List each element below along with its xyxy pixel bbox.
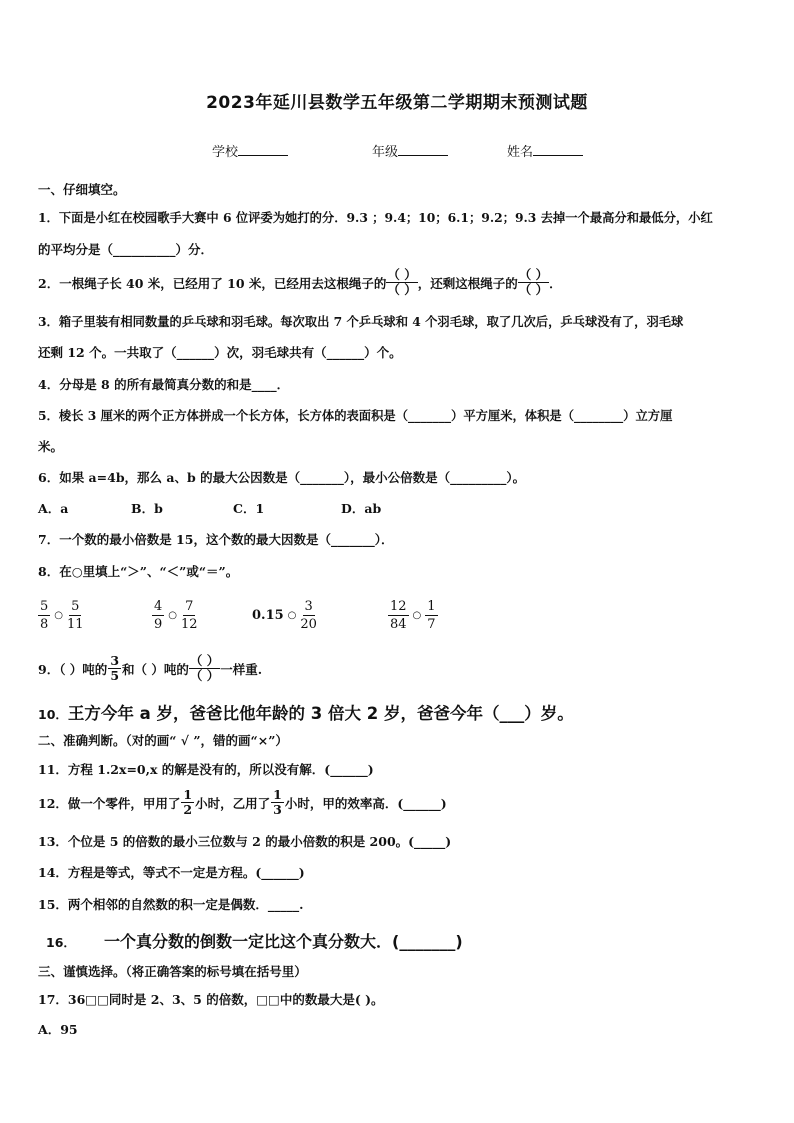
q12-text-c: 小时，甲的效率高．(______) [284,795,447,811]
q8-item-4 [388,598,438,633]
q8: 8．在○里填上“＞”、“＜”或“＝”。 [38,564,239,579]
q5-line-2: 米。 [38,439,64,454]
q2-text-a: 2．一根绳子长 40 米，已经用了 10 米，已经用去这根绳子的 [38,275,387,291]
q2-text-c: ． [549,275,562,291]
q17: 17．36□□同时是 2、3、5 的倍数，□□中的数最大是( )。 [38,992,384,1007]
header-name [507,141,583,160]
q8-item-3 [252,598,317,633]
q4: 4．分母是 8 的所有最简真分数的和是____． [38,377,290,392]
q9-fraction: $\frac{3}{5}$ [110,653,120,683]
q6-option-d[interactable]: D．ab [341,501,382,516]
q10-number: 10． [38,707,68,722]
q12-text-a: 12．做一个零件，甲用了 [38,795,181,811]
compare-circle[interactable]: ○ [287,610,297,621]
q9 [38,654,262,683]
q12-text-b: 小时，乙用了 [195,795,271,811]
q8-item-3-right: $\frac{3}{20}$ [300,599,317,632]
q8-item-1-right: $\frac{5}{11}$ [67,599,84,632]
q8-item-4-right: $\frac{1}{7}$ [427,599,436,632]
q12-fraction-2: $\frac{1}{3}$ [273,787,282,817]
q8-item-2 [152,598,198,633]
q12-fraction-1: $\frac{1}{2}$ [183,787,193,817]
q7: 7．一个数的最小倍数是 15，这个数的最大因数是（_______）． [38,532,394,547]
q1-line-1: 1．下面是小红在校园歌手大赛中 6 位评委为她打的分．9.3 ；9.4；10；6.1；9.2；9.3 去掉一个最高分和最低分，小红 [38,210,713,225]
q8-item-2-left: $\frac{4}{9}$ [154,599,163,632]
q16-text: 一个真分数的倒数一定比这个真分数大．(_______) [104,932,463,951]
q6-option-a[interactable]: A．a [38,501,69,516]
section-3-heading: 三、谨慎选择。（将正确答案的标号填在括号里） [38,964,307,979]
q6-option-b[interactable]: B．b [131,501,163,516]
q2-fraction-1[interactable]: $\frac{( )}{( )}$ [387,267,417,297]
section-1-heading: 一、仔细填空。 [38,182,126,197]
q8-item-2-right: $\frac{7}{12}$ [181,599,198,632]
q3-line-2: 还剩 12 个。一共取了（______）次，羽毛球共有（______）个。 [38,345,402,360]
q13: 13．个位是 5 的倍数的最小三位数与 2 的最小倍数的积是 200。(_____) [38,834,452,849]
q8-item-3-left: 0.15 [252,608,284,623]
q9-blank-fraction[interactable]: $\frac{( )}{( )}$ [189,653,220,683]
school-label: 学校 [212,145,239,160]
compare-circle[interactable]: ○ [168,610,178,621]
compare-circle[interactable]: ○ [412,610,422,621]
q8-item-1-left: $\frac{5}{8}$ [40,599,49,632]
q17-option-a[interactable]: A．95 [38,1022,78,1037]
grade-blank[interactable] [398,155,448,156]
q8-item-4-left: $\frac{12}{84}$ [390,599,407,632]
q9-text-a: 9．（ ）吨的 [38,661,108,677]
q2 [38,268,562,297]
q1-line-2: 的平均分是（__________）分． [38,242,214,257]
q10 [38,700,574,724]
q6-option-c[interactable]: C．1 [233,501,265,516]
q9-text-c: 一样重. [220,661,263,677]
school-blank[interactable] [238,155,288,156]
name-blank[interactable] [533,155,583,156]
q10-text: 王方今年 a 岁，爸爸比他年龄的 3 倍大 2 岁，爸爸今年（___）岁。 [67,704,574,723]
q5-line-1: 5．棱长 3 厘米的两个正方体拼成一个长方体，长方体的表面积是（_______）平方厘米，体积是（________）立方厘 [38,408,673,423]
q16 [46,929,463,952]
compare-circle[interactable]: ○ [54,610,64,621]
q12 [38,788,447,817]
q16-number: 16． [46,935,76,950]
q8-item-1 [38,598,84,633]
header-grade [372,141,448,160]
q2-fraction-2[interactable]: $\frac{( )}{( )}$ [518,267,549,297]
q6: 6．如果 a=4b，那么 a、b 的最大公因数是（_______），最小公倍数是（_________）。 [38,470,526,485]
q15: 15．两个相邻的自然数的积一定是偶数．_____. [38,897,304,912]
grade-label: 年级 [372,145,399,160]
q3-line-1: 3．箱子里装有相同数量的乒乓球和羽毛球。每次取出 7 个乒乓球和 4 个羽毛球，取了几次后，乒乓球没有了，羽毛球 [38,314,684,329]
page-title: 2023年延川县数学五年级第二学期期末预测试题 [206,93,588,113]
section-2-heading: 二、准确判断。（对的画“ √ ”，错的画“×”） [38,733,288,748]
header-school [212,141,288,160]
q2-text-b: ，还剩这根绳子的 [417,275,518,291]
q9-text-b: 和（ ）吨的 [122,661,189,677]
q14: 14．方程是等式，等式不一定是方程。(______) [38,865,305,880]
name-label: 姓名 [507,145,534,160]
q11: 11．方程 1.2x=0,x 的解是没有的，所以没有解．(______) [38,762,374,777]
